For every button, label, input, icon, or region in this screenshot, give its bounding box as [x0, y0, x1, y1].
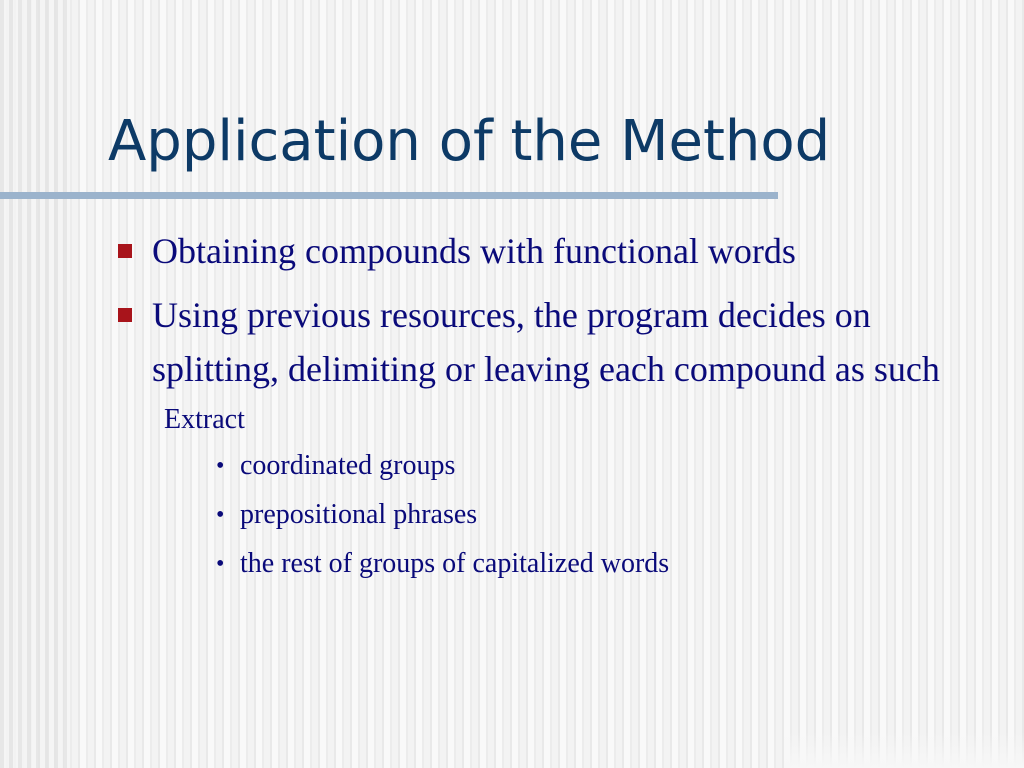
- square-bullet-icon: [118, 308, 132, 322]
- slide-title: Application of the Method: [108, 109, 831, 174]
- bullet-item-2: [114, 288, 994, 396]
- bullet-text: Obtaining compounds with functional words: [152, 231, 796, 271]
- dot-bullet-icon: •: [216, 502, 225, 528]
- sub-bullet-text: the rest of groups of capitalized words: [240, 548, 670, 579]
- sub-bullet-text: coordinated groups: [240, 450, 456, 481]
- bullet-item-1: [114, 224, 994, 278]
- bullet-text: Using previous resources, the program decides on splitting, delimiting or leaving each compound as such: [152, 295, 940, 389]
- square-bullet-icon: [118, 244, 132, 258]
- sub-bullet-list: [114, 446, 994, 584]
- slide-body: [114, 224, 994, 593]
- title-underline: [0, 192, 778, 199]
- sub-bullet-item-1: [114, 446, 994, 486]
- sub-heading: Extract: [164, 404, 245, 435]
- dot-bullet-icon: •: [216, 453, 225, 479]
- background-stripes: [0, 0, 70, 768]
- sub-bullet-text: prepositional phrases: [240, 499, 478, 530]
- background-fade: [784, 732, 1024, 768]
- sub-bullet-item-2: [114, 495, 994, 535]
- dot-bullet-icon: •: [216, 551, 225, 577]
- sub-bullet-item-3: [114, 544, 994, 584]
